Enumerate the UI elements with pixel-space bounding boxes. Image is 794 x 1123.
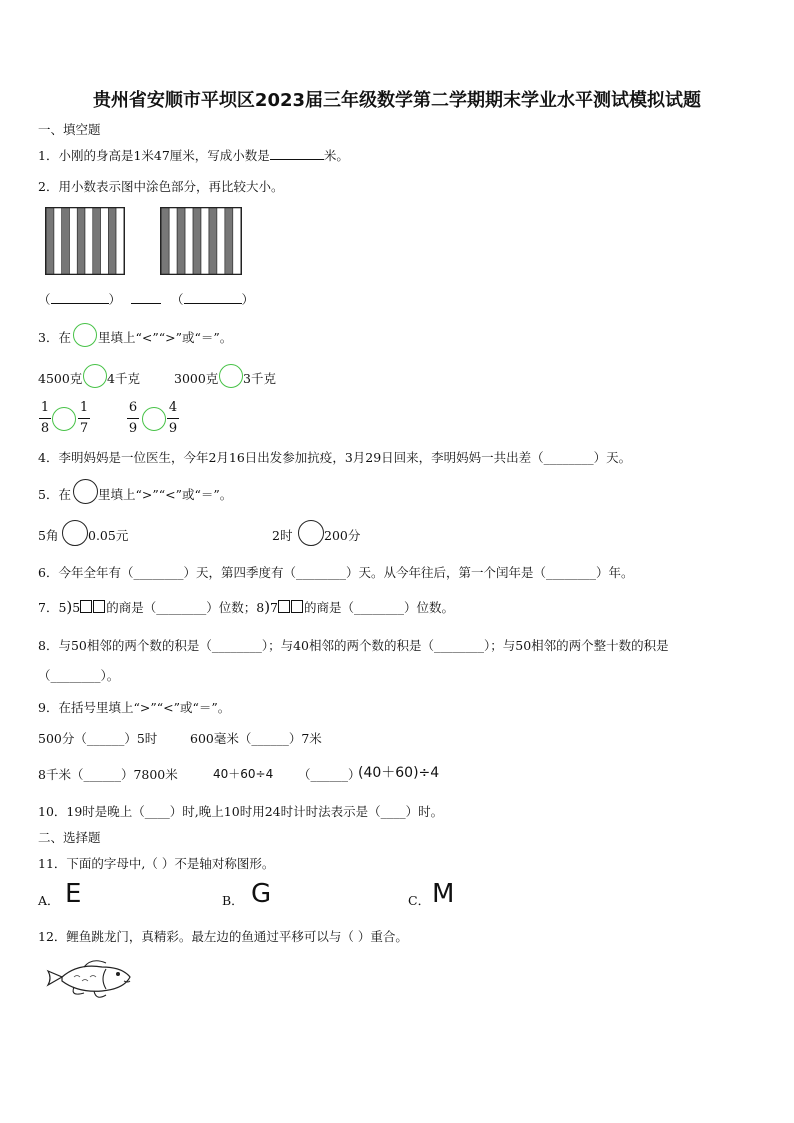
question-2-answers [38,290,254,308]
numerator: 6 [128,400,138,415]
question-7-part1: 的商是（________）位数； [106,600,257,615]
q9-c: 8千米（______）7800米 [38,767,178,782]
question-1-unit: 米。 [323,148,349,163]
question-3-pre: 3．在 [38,330,71,345]
question-10: 10．19时是晚上（____）时,晚上10时用24时计时法表示是（____）时。 [38,804,444,819]
question-7: 7．5)5 的商是（________）位数；8)7 的商是（________）位数。 [38,598,455,616]
fraction [77,401,91,436]
denominator: 9 [168,421,178,436]
denominator: 8 [40,421,50,436]
fraction [166,401,180,436]
question-5-pre: 5．在 [38,487,71,502]
stripe [93,208,101,274]
question-2-text: 2．用小数表示图中涂色部分，再比较大小。 [38,179,284,194]
q3-b-right: 3千克 [243,371,276,386]
paren-close: ） [108,292,122,307]
numerator: 1 [40,400,50,415]
numerator: 4 [168,400,178,415]
compare-circle[interactable] [219,364,243,388]
q5-b-left: 2时 [272,528,293,543]
question-7-part2: 的商是（________）位数。 [304,600,455,615]
digit-box[interactable] [278,600,290,613]
q3-b-left: 3000克 [174,371,219,386]
q3-a-right: 4千克 [107,371,140,386]
question-6: 6．今年全年有（________）天，第四季度有（________）天。从今年往后，第一个闰年是（________）年。 [38,565,634,580]
question-12-text: 12．鲤鱼跳龙门，真精彩。最左边的鱼通过平移可以与（ ）重合。 [38,929,408,944]
page-title: 贵州省安顺市平坝区2023届三年级数学第二学期期末学业水平测试模拟试题 [92,90,702,111]
divisor: 8 [256,600,265,615]
compare-circle[interactable] [73,323,97,347]
q9-d-left: 40＋60÷4 [213,767,274,781]
stripe [62,208,70,274]
question-9-text: 9．在括号里填上“>”“<”或“＝”。 [38,700,231,715]
divisor: 5 [58,600,67,615]
compare-circle[interactable] [73,479,98,504]
compare-circle[interactable] [62,520,88,546]
stripe [217,208,225,274]
denominator: 9 [128,421,138,436]
stripe [161,208,169,274]
answer-blank-left[interactable] [51,292,109,304]
stripe [225,208,233,274]
option-b-letter: G [251,879,272,909]
stripe [201,208,209,274]
stripe [108,208,116,274]
stripe [193,208,201,274]
stripe [177,208,185,274]
question-1-text: 1．小刚的身高是1米47厘米，写成小数是 [38,148,270,163]
stripe [69,208,77,274]
numerator: 1 [79,400,89,415]
compare-circle[interactable] [142,407,166,431]
question-7-number: 7． [38,600,59,615]
question-8-line2: （________）。 [38,668,120,683]
stripe [77,208,85,274]
q5-b-right: 200分 [324,528,361,543]
stripe [209,208,217,274]
answer-blank[interactable] [270,148,324,160]
digit-box[interactable] [93,600,105,613]
stripe [46,208,54,274]
stripe [185,208,193,274]
fish-icon [44,955,136,1003]
option-b-label[interactable]: B． [222,893,244,908]
section-heading-choice: 二、选择题 [38,830,101,845]
stripe [85,208,93,274]
q5-a-left: 5角 [38,528,59,543]
section-heading-fill-blank: 一、填空题 [38,122,101,137]
q5-a-right: 0.05元 [88,528,129,543]
question-11-text: 11．下面的字母中,（ ）不是轴对称图形。 [38,856,275,871]
dividend-digit: 7 [270,600,278,615]
answer-blank-right[interactable] [184,292,242,304]
option-c-label[interactable]: C． [408,893,431,908]
paren-open: （ [171,292,184,307]
q3-a-left: 4500克 [38,371,83,386]
compare-blank[interactable] [131,292,161,304]
q9-d-mid: （______） [298,767,361,782]
stripe [116,208,124,274]
fraction [126,401,140,436]
paren-open: （ [38,292,51,307]
striped-figure-right [160,207,242,275]
stripe [54,208,62,274]
compare-circle[interactable] [298,520,324,546]
stripe [101,208,109,274]
q9-a: 500分（______）5时 [38,731,158,746]
question-1 [38,146,349,164]
fraction [38,401,52,436]
digit-box[interactable] [80,600,92,613]
denominator: 7 [79,421,89,436]
option-c-letter: M [432,879,455,909]
question-5-text: 里填上“>”“<”或“＝”。 [98,487,233,502]
question-4: 4．李明妈妈是一位医生，今年2月16日出发参加抗疫，3月29日回来，李明妈妈一共出差（________）天。 [38,450,632,465]
option-a-label[interactable]: A． [38,893,60,908]
stripe [233,208,241,274]
q9-b: 600毫米（______）7米 [190,731,322,746]
compare-circle[interactable] [83,364,107,388]
dividend-digit: 5 [72,600,81,615]
stripe [169,208,177,274]
striped-figure-left [45,207,125,275]
question-8-line1: 8．与50相邻的两个数的积是（________）；与40相邻的两个数的积是（________）；与50相邻的两个整十数的积是 [38,638,669,653]
question-3-text: 里填上“<”“>”或“＝”。 [98,330,233,345]
compare-circle[interactable] [52,407,76,431]
digit-box[interactable] [291,600,303,613]
paren-close: ） [241,292,255,307]
q9-d-right: (40＋60)÷4 [358,765,440,781]
option-a-letter: E [65,879,82,909]
